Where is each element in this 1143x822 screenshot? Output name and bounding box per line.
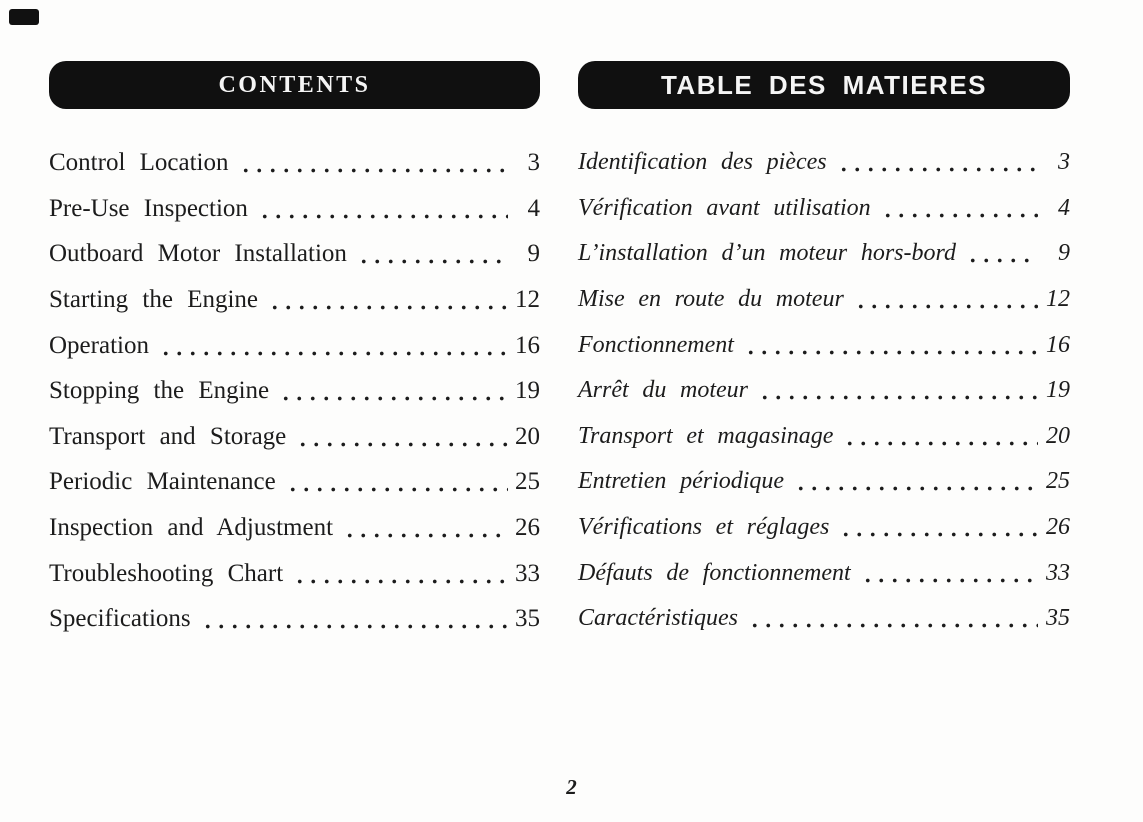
toc-entry-title: Stopping the Engine [49,377,270,405]
toc-row [578,323,1070,369]
dot-leader [850,277,1038,323]
toc-row [578,140,1070,186]
contents-header-pill [49,61,540,109]
toc-entry-page-number: 4 [527,194,540,222]
toc-entry-title: Vérification avant utilisation [578,194,871,221]
toc-entry-title: Inspection and Adjustment [49,514,334,542]
dot-leader [235,140,509,186]
toc-row [49,140,540,186]
toc-row [49,414,540,460]
toc-entry-page-number: 20 [1046,422,1070,449]
dot-leader [289,551,508,597]
toc-row [578,505,1070,551]
dot-leader [740,323,1038,369]
toc-row [578,414,1070,460]
dot-leader [155,323,508,369]
toc-entry-page-number: 25 [515,468,540,496]
dot-leader [292,414,508,460]
toc-entry-title: Starting the Engine [49,285,259,313]
toc-entry-page-number: 3 [1058,149,1070,175]
toc-entry-page-number: 16 [1046,331,1070,358]
table-des-matieres-header-label: TABLE DES MATIERES [660,69,988,100]
toc-row [578,551,1070,597]
toc-row [578,186,1070,232]
dot-leader [877,186,1038,232]
dot-leader [962,231,1038,277]
toc-row [49,323,540,369]
contents-column-french [578,61,1070,642]
toc-entry-page-number: 35 [1046,605,1070,632]
toc-entry-title: Mise en route du moteur [578,285,844,312]
toc-entry-page-number: 19 [1046,377,1070,404]
toc-row [49,505,540,551]
toc-entry-page-number: 25 [1046,468,1070,495]
table-des-matieres-header-pill [578,61,1070,109]
toc-entry-page-number: 33 [515,559,540,587]
toc-entry-title: Periodic Maintenance [49,468,276,496]
toc-entry-page-number: 26 [515,514,540,542]
toc-entry-title: Pre-Use Inspection [49,194,248,222]
dot-leader [754,368,1038,414]
toc-entry-page-number: 12 [1046,285,1070,312]
toc-entry-title: Caractéristiques [578,605,738,632]
dot-leader [282,459,508,505]
toc-row [578,459,1070,505]
dot-leader [275,368,508,414]
toc-row [578,368,1070,414]
toc-entry-title: Défauts de fonctionnement [578,559,851,586]
toc-entry-title: Transport et magasinage [578,422,834,449]
contents-list-english [49,140,540,642]
toc-entry-title: Specifications [49,605,191,633]
toc-row [49,551,540,597]
toc-entry-title: Vérifications et réglages [578,514,830,541]
toc-entry-page-number: 9 [527,240,540,268]
corner-print-mark [9,9,39,25]
toc-entry-page-number: 20 [515,422,540,450]
dot-leader [353,231,508,277]
dot-leader [790,459,1038,505]
contents-list-french [578,140,1070,642]
contents-header-label: CONTENTS [218,71,371,98]
dot-leader [839,414,1038,460]
dot-leader [339,505,508,551]
toc-row [578,277,1070,323]
contents-column-english [49,61,540,642]
toc-entry-page-number: 33 [1046,559,1070,586]
toc-entry-page-number: 16 [515,331,540,359]
dot-leader [857,551,1038,597]
toc-row [49,186,540,232]
toc-entry-page-number: 9 [1058,240,1070,267]
toc-row [578,596,1070,642]
dot-leader [254,186,508,232]
dot-leader [197,596,508,642]
dot-leader [833,140,1038,186]
dot-leader [264,277,508,323]
toc-entry-page-number: 19 [515,377,540,405]
toc-entry-page-number: 4 [1058,194,1070,221]
toc-entry-title: Operation [49,331,149,359]
toc-row [578,231,1070,277]
toc-row [49,596,540,642]
toc-row [49,277,540,323]
toc-entry-page-number: 3 [527,149,540,176]
dot-leader [835,505,1038,551]
toc-entry-title: Entretien périodique [578,468,785,495]
toc-row [49,231,540,277]
toc-entry-title: Identification des pièces [578,149,827,175]
toc-entry-title: Control Location [49,149,229,176]
toc-entry-title: Fonctionnement [578,331,734,358]
toc-row [49,368,540,414]
toc-entry-page-number: 12 [515,285,540,313]
toc-entry-title: Troubleshooting Chart [49,559,284,587]
toc-entry-title: Outboard Motor Installation [49,240,347,268]
toc-entry-title: Arrêt du moteur [578,377,749,404]
toc-entry-title: L’installation d’un moteur hors-bord [578,240,956,267]
toc-entry-page-number: 35 [515,605,540,633]
dot-leader [744,596,1038,642]
toc-row [49,459,540,505]
toc-entry-page-number: 26 [1046,514,1070,541]
page-number: 2 [566,775,577,799]
toc-entry-title: Transport and Storage [49,422,287,450]
